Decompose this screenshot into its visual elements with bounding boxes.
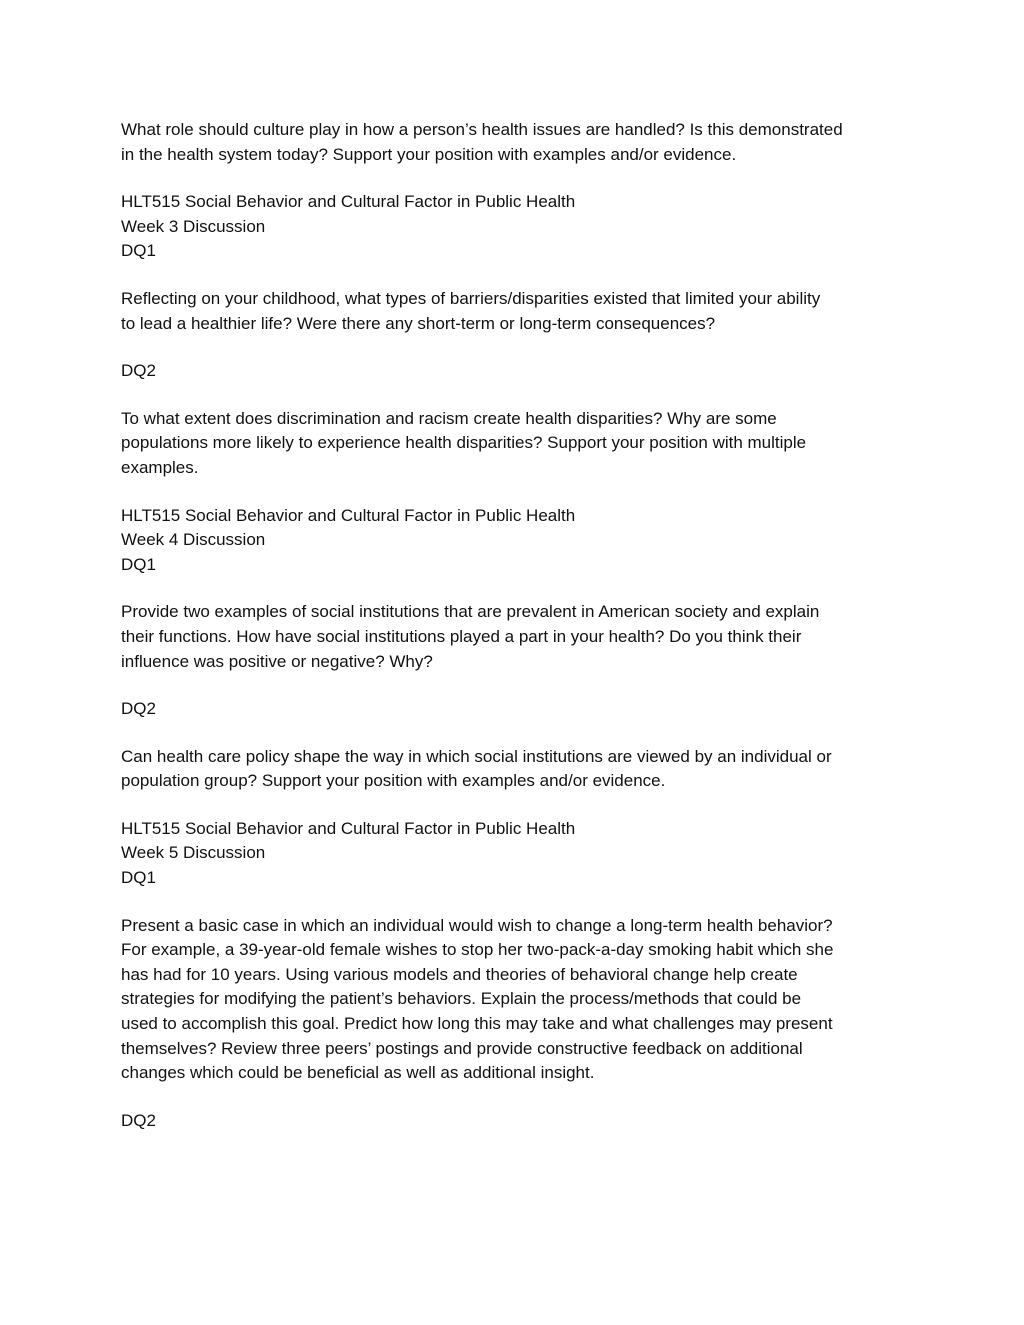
dq-label: DQ1 — [121, 868, 156, 888]
course-title: HLT515 Social Behavior and Cultural Factor in Public Health — [121, 192, 576, 212]
dq2-label-week4 — [121, 697, 921, 722]
text-line: For example, a 39-year-old female wishes to stop her two-pack-a-day smoking habit which she — [121, 940, 834, 960]
text-line: has had for 10 years. Using various models and theories of behavioral change help create — [121, 964, 798, 984]
dq-label: DQ1 — [121, 554, 156, 574]
paragraph-discrimination — [121, 407, 921, 481]
text-line: themselves? Review three peers’ postings and provide constructive feedback on additional — [121, 1038, 803, 1058]
text-line: used to accomplish this goal. Predict how long this may take and what challenges may present — [121, 1014, 833, 1034]
week-label: Week 3 Discussion — [121, 216, 266, 236]
text-line: in the health system today? Support your position with examples and/or evidence. — [121, 144, 737, 164]
text-line: To what extent does discrimination and racism create health disparities? Why are some — [121, 408, 777, 428]
text-line: population group? Support your position with examples and/or evidence. — [121, 771, 666, 791]
text-line: populations more likely to experience health disparities? Support your position with multiple — [121, 433, 807, 453]
course-title: HLT515 Social Behavior and Cultural Factor in Public Health — [121, 505, 576, 525]
text-line: strategies for modifying the patient’s behaviors. Explain the process/methods that could be — [121, 989, 802, 1009]
text-line: influence was positive or negative? Why? — [121, 651, 433, 671]
paragraph-culture-question — [121, 118, 921, 167]
dq2-label-week5 — [121, 1109, 921, 1134]
text-line: examples. — [121, 457, 199, 477]
text-line: changes which could be beneficial as well as additional insight. — [121, 1063, 595, 1083]
week-label: Week 4 Discussion — [121, 530, 266, 550]
dq-label: DQ2 — [121, 361, 156, 381]
week-label: Week 5 Discussion — [121, 843, 266, 863]
text-line: Present a basic case in which an individual would wish to change a long-term health behavior? — [121, 915, 833, 935]
paragraph-social-institutions — [121, 600, 921, 674]
dq2-label-week3 — [121, 359, 921, 384]
paragraph-health-policy — [121, 745, 921, 794]
text-line: their functions. How have social institutions played a part in your health? Do you think their — [121, 626, 802, 646]
heading-week5 — [121, 817, 921, 891]
dq-label: DQ2 — [121, 1110, 156, 1130]
text-line: Reflecting on your childhood, what types of barriers/disparities existed that limited your ability — [121, 288, 821, 308]
text-line: Provide two examples of social institutions that are prevalent in American society and explain — [121, 602, 820, 622]
heading-week3 — [121, 190, 921, 264]
text-line: to lead a healthier life? Were there any short-term or long-term consequences? — [121, 313, 716, 333]
paragraph-childhood-barriers — [121, 287, 921, 336]
text-line: What role should culture play in how a person’s health issues are handled? Is this demonstrated — [121, 120, 843, 139]
heading-week4 — [121, 504, 921, 578]
document-page — [121, 118, 921, 1133]
paragraph-behavior-change-case — [121, 914, 921, 1086]
text-line: Can health care policy shape the way in which social institutions are viewed by an individual or — [121, 746, 832, 766]
course-title: HLT515 Social Behavior and Cultural Factor in Public Health — [121, 818, 576, 838]
dq-label: DQ2 — [121, 699, 156, 719]
dq-label: DQ1 — [121, 241, 156, 261]
